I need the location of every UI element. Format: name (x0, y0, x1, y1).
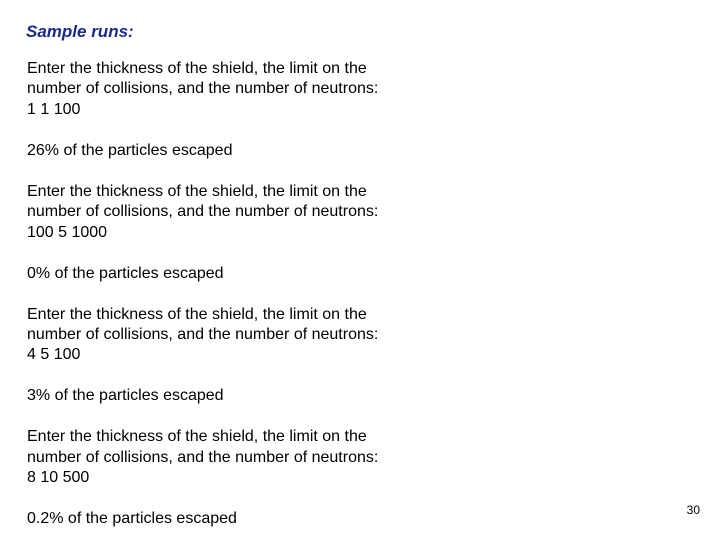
prompt-line-1: Enter the thickness of the shield, the limit on the (27, 428, 367, 446)
prompt-line-1: Enter the thickness of the shield, the limit on the (27, 305, 367, 323)
result-line: 0.2% of the particles escaped (27, 510, 237, 528)
page-number: 30 (686, 503, 700, 517)
sample-run-4 (27, 427, 587, 529)
prompt-line-1: Enter the thickness of the shield, the limit on the (27, 182, 367, 200)
sample-run-3 (27, 305, 587, 407)
user-input: 4 5 100 (27, 346, 81, 364)
sample-runs (27, 59, 587, 530)
result-line: 26% of the particles escaped (27, 141, 233, 159)
prompt-line-2: number of collisions, and the number of neutrons: (27, 80, 379, 98)
prompt-line-2: number of collisions, and the number of neutrons: (27, 448, 379, 466)
user-input: 8 10 500 (27, 469, 90, 487)
user-input: 100 5 1000 (27, 223, 108, 241)
prompt-line-2: number of collisions, and the number of neutrons: (27, 203, 379, 221)
slide-title: Sample runs: (26, 22, 134, 41)
sample-run-2 (27, 182, 587, 284)
result-line: 3% of the particles escaped (27, 387, 224, 405)
user-input: 1 1 100 (27, 100, 81, 118)
sample-run-1 (27, 59, 587, 161)
prompt-line-1: Enter the thickness of the shield, the limit on the (27, 60, 367, 77)
result-line: 0% of the particles escaped (27, 264, 224, 282)
prompt-line-2: number of collisions, and the number of neutrons: (27, 326, 379, 344)
